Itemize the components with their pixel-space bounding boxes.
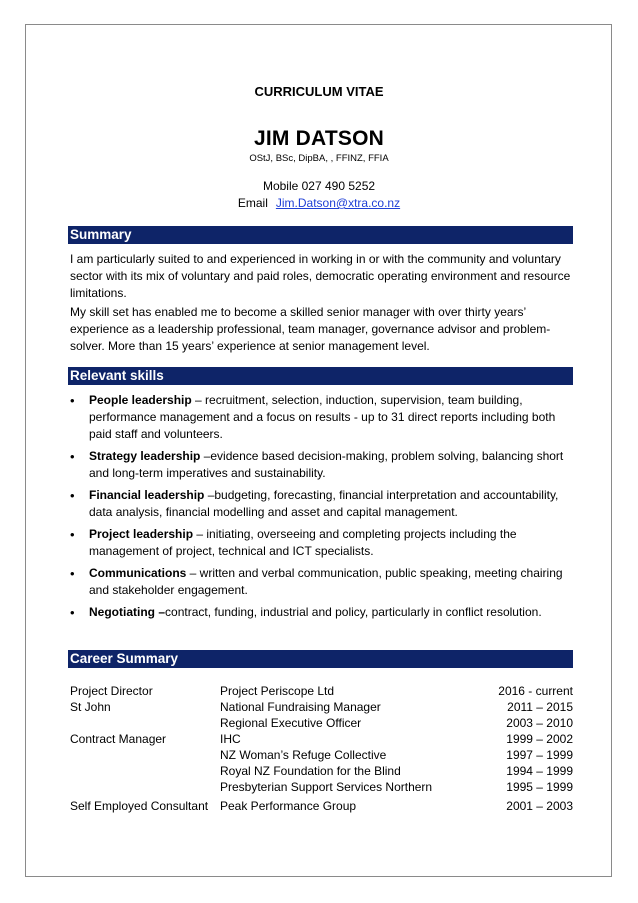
list-item bbox=[70, 448, 575, 482]
career-role: Contract Manager bbox=[70, 732, 167, 746]
document-title: CURRICULUM VITAE bbox=[254, 84, 384, 99]
email-line bbox=[0, 196, 638, 210]
skill-description: – written and verbal communication, public speaking, meeting chairing and stakeholder engagement. bbox=[89, 566, 563, 597]
career-years: 1994 – 1999 bbox=[506, 764, 573, 778]
table-row bbox=[70, 780, 573, 796]
skills-list bbox=[70, 392, 575, 626]
career-table bbox=[70, 684, 573, 815]
bullet-icon: • bbox=[70, 449, 75, 464]
career-organisation: Presbyterian Support Services Northern bbox=[220, 780, 433, 794]
mobile-number: Mobile 027 490 5252 bbox=[262, 179, 376, 193]
bullet-icon: • bbox=[70, 488, 75, 503]
career-role bbox=[70, 780, 220, 796]
table-row bbox=[70, 732, 573, 748]
career-organisation: NZ Woman’s Refuge Collective bbox=[220, 748, 387, 762]
list-item bbox=[70, 604, 575, 621]
table-row bbox=[70, 764, 573, 780]
skill-name: Financial leadership bbox=[89, 488, 205, 502]
table-row bbox=[70, 796, 573, 815]
table-row bbox=[70, 716, 573, 732]
skill-description: – recruitment, selection, induction, supervision, team building, performance management and a focus on results - up to 31 direct reports including both paid staff and volunteers. bbox=[89, 393, 556, 441]
list-item bbox=[70, 392, 575, 443]
skill-name: Project leadership bbox=[89, 527, 194, 541]
list-item bbox=[70, 565, 575, 599]
career-organisation: Regional Executive Officer bbox=[220, 716, 362, 730]
email-link[interactable]: Jim.Datson@xtra.co.nz bbox=[275, 196, 401, 210]
skill-name: People leadership bbox=[89, 393, 192, 407]
career-role: St John bbox=[70, 700, 111, 714]
skill-description: –evidence based decision-making, problem solving, balancing short and long-term imperatives and sustainability. bbox=[89, 449, 564, 480]
qualifications: OStJ, BSc, DipBA, , FFINZ, FFIA bbox=[249, 153, 389, 164]
skill-description: contract, funding, industrial and policy, particularly in conflict resolution. bbox=[165, 605, 542, 619]
bullet-icon: • bbox=[70, 527, 75, 542]
career-organisation: National Fundraising Manager bbox=[220, 700, 381, 714]
career-organisation: Project Periscope Ltd bbox=[220, 684, 335, 698]
skill-description: –budgeting, forecasting, financial interpretation and accountability, data analysis, financial modelling and asset and capital management. bbox=[89, 488, 559, 519]
skill-description: – initiating, overseeing and completing projects including the management of project, technical and ICT specialists. bbox=[89, 527, 517, 558]
career-years: 2001 – 2003 bbox=[506, 799, 573, 813]
summary-paragraph-1: I am particularly suited to and experienced in working in or with the community and voluntary sector with its mix of voluntary and paid roles, democratic operating environment and resource limitations. bbox=[70, 252, 571, 300]
career-role bbox=[70, 748, 220, 764]
person-name: JIM DATSON bbox=[254, 127, 384, 150]
skill-name: Negotiating – bbox=[89, 605, 166, 619]
email-label: Email bbox=[237, 196, 268, 210]
table-row bbox=[70, 700, 573, 716]
skills-heading: Relevant skills bbox=[68, 367, 573, 385]
list-item bbox=[70, 526, 575, 560]
bullet-icon: • bbox=[70, 566, 75, 581]
career-heading: Career Summary bbox=[68, 650, 573, 668]
career-years: 1995 – 1999 bbox=[506, 780, 573, 794]
table-row bbox=[70, 748, 573, 764]
summary-paragraph-2: My skill set has enabled me to become a skilled senior manager with over thirty years’ experience as a leadership professional, team manager, governance advisor and problem-solver. More than 15 years’ experience at senior management level. bbox=[70, 305, 551, 353]
bullet-icon: • bbox=[70, 393, 75, 408]
career-years: 1997 – 1999 bbox=[506, 748, 573, 762]
skill-name: Strategy leadership bbox=[89, 449, 201, 463]
career-organisation: IHC bbox=[220, 732, 241, 746]
career-role: Self Employed Consultant bbox=[70, 799, 209, 813]
career-years: 2011 – 2015 bbox=[507, 700, 573, 714]
summary-heading: Summary bbox=[68, 226, 573, 244]
bullet-icon: • bbox=[70, 605, 75, 620]
career-years: 2003 – 2010 bbox=[506, 716, 573, 730]
career-organisation: Royal NZ Foundation for the Blind bbox=[220, 764, 401, 778]
list-item bbox=[70, 487, 575, 521]
career-years: 2016 - current bbox=[498, 684, 573, 698]
career-years: 1999 – 2002 bbox=[506, 732, 573, 746]
career-role: Project Director bbox=[70, 684, 153, 698]
table-row bbox=[70, 684, 573, 700]
career-role bbox=[70, 764, 220, 780]
career-organisation: Peak Performance Group bbox=[220, 799, 357, 813]
career-role bbox=[70, 716, 220, 732]
skill-name: Communications bbox=[89, 566, 187, 580]
